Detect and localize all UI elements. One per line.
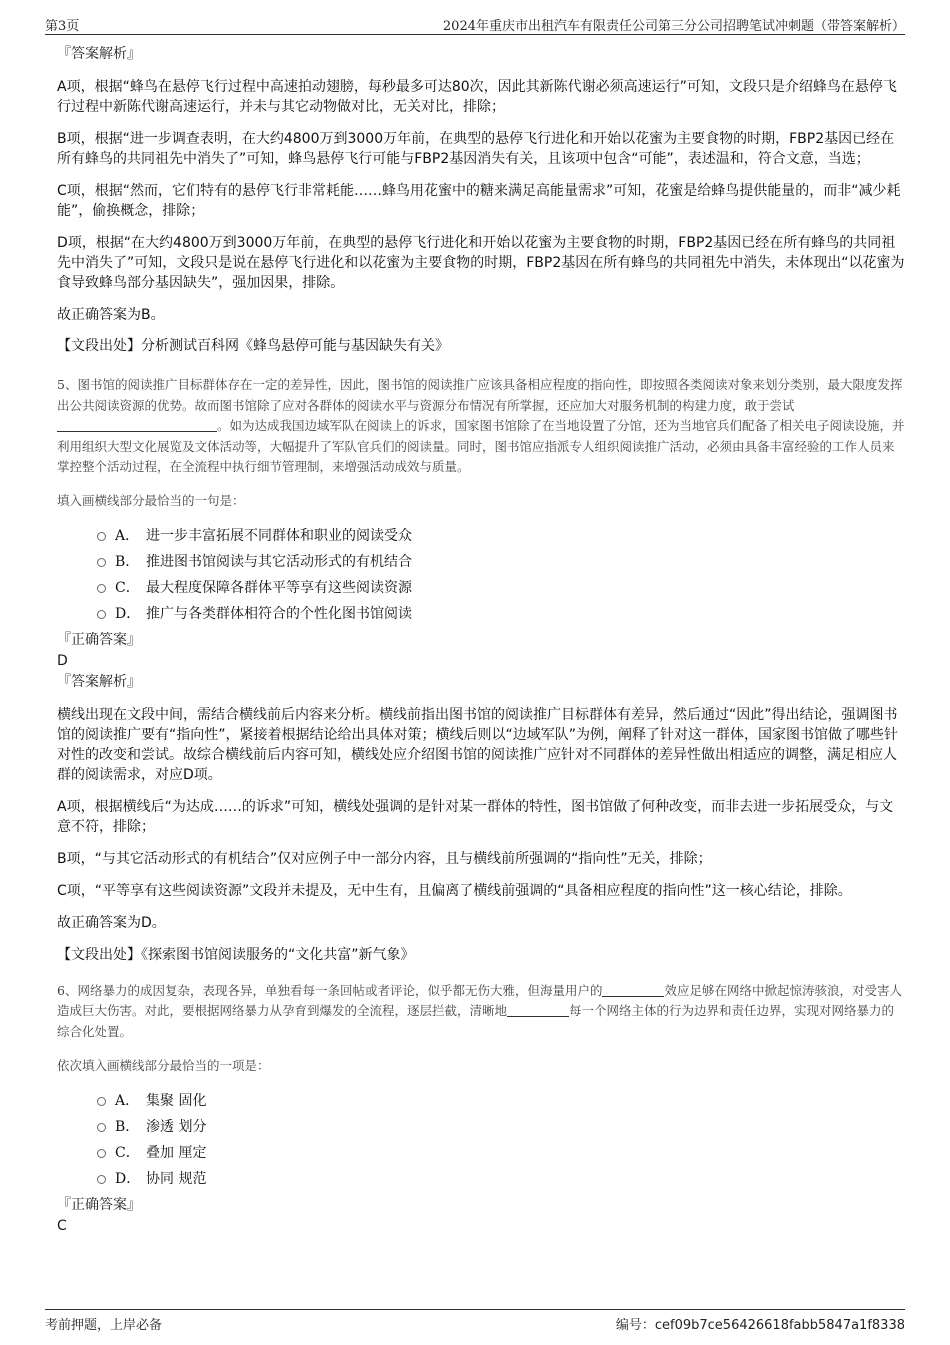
q5-option-b[interactable] [57, 550, 905, 576]
radio-button[interactable] [97, 1175, 106, 1184]
q5-source: 【文段出处】《探索图书馆阅读服务的“文化共富”新气象》 [57, 946, 415, 963]
option-letter: B． [115, 553, 140, 570]
q4-analysis-paragraph: C项，根据“然而，它们特有的悬停飞行非常耗能……蜂鸟用花蜜中的糖来满足高能量需求”可知，花蜜是给蜂鸟提供能量的，而非“减少耗能”，偷换概念，排除； [57, 183, 901, 219]
q5-options [57, 524, 905, 628]
option-text: 最大程度保障各群体平等享有这些阅读资源 [146, 579, 412, 596]
q5-analysis-paragraph: B项，“与其它活动形式的有机结合”仅对应例子中一部分内容，且与横线前所强调的“指向性”无关，排除； [57, 850, 712, 867]
q6-stem [57, 981, 905, 1043]
code-value: cef09b7ce56426618fabb5847a1f8338 [654, 1318, 905, 1333]
q4-analysis-paragraph: D项，根据“在大约4800万到3000万年前，在典型的悬停飞行进化和开始以花蜜为主要食物的时期，FBP2基因已经在所有蜂鸟的共同祖先中消失了”可知，文段只是说在悬停飞行进化和以花蜜为主要食物的时期，FBP2基因在所有蜂鸟的共同祖先中消失，未体现出“以花蜜为食导致蜂鸟部分基因缺失”，强加因果，排除。 [57, 235, 905, 291]
radio-button[interactable] [97, 558, 106, 567]
q6-blank-1 [602, 983, 664, 997]
option-letter: D． [115, 605, 141, 622]
document-code [616, 1314, 905, 1333]
radio-button[interactable] [97, 532, 106, 541]
q6-stem-part2: 效应足够在网络中掀起惊涛骇浪，对受害人造成巨大伤害。对此，要根据网络暴力从孕育到爆发的全流程，逐层拦截，清晰地 [57, 982, 902, 1018]
q4-analysis-label: 『答案解析』 [57, 46, 141, 62]
q5-option-d[interactable] [57, 602, 905, 628]
q5-option-a[interactable] [57, 524, 905, 550]
q6-option-d[interactable] [57, 1167, 905, 1193]
page-footer [45, 1309, 905, 1332]
option-letter: A． [115, 527, 140, 544]
code-label: 编号： [615, 1318, 655, 1333]
footer-slogan: 考前押题，上岸必备 [45, 1318, 163, 1333]
q6-option-a[interactable] [57, 1089, 905, 1115]
q4-analysis-paragraph: A项，根据“蜂鸟在悬停飞行过程中高速拍动翅膀，每秒最多可达80次，因此其新陈代谢必须高速运行”可知，文段只是介绍蜂鸟在悬停飞行过程中新陈代谢高速运行，并未与其它动物做对比，无关对比，排除； [57, 79, 897, 115]
q6-answer: C [57, 1218, 67, 1234]
q5-blank [57, 418, 217, 432]
q5-answer: D [57, 652, 68, 669]
page-header [45, 12, 905, 35]
option-letter: A． [115, 1093, 140, 1109]
option-letter: B． [115, 1119, 140, 1135]
radio-button[interactable] [97, 1097, 106, 1106]
option-letter: C． [115, 579, 140, 596]
page-number: 第3页 [45, 19, 80, 34]
q4-conclusion: 故正确答案为B。 [57, 307, 165, 323]
q5-stem [57, 375, 905, 478]
q5-stem-after: 。如为达成我国边域军队在阅读上的诉求，国家图书馆除了在当地设置了分馆，还为当地官兵们配备了相关电子阅读设施，并利用组织大型文化展览及文体活动等，大幅提升了军队官兵们的阅读量。同时，图书馆应指派专人组织阅读推广活动，必须由具备丰富经验的工作人员来掌控整个活动过程，在全流程中执行细节管理制，来增强活动成效与质量。 [57, 418, 905, 474]
q5-conclusion: 故正确答案为D。 [57, 914, 166, 931]
q5-analysis-label: 『答案解析』 [57, 673, 141, 690]
q5-stem-before: 5、图书馆的阅读推广目标群体存在一定的差异性，因此，图书馆的阅读推广应该具备相应程度的指向性，即按照各类阅读对象来划分类别，最大限度发挥出公共阅读资源的优势。故而图书馆除了应对各群体的阅读水平与资源分布情况有所掌握，还应加大对服务机制的构建力度，敢于尝试 [57, 377, 903, 413]
q5-answer-label: 『正确答案』 [57, 631, 141, 648]
q6-prompt: 依次填入画横线部分最恰当的一项是： [57, 1058, 270, 1073]
q6-stem-part1: 6、网络暴力的成因复杂，表现各异，单独看每一条回帖或者评论，似乎都无伤大雅，但海量用户的 [57, 982, 603, 998]
q5-prompt: 填入画横线部分最恰当的一句是： [57, 492, 245, 508]
option-text: 渗透 划分 [146, 1119, 207, 1135]
q5-option-c[interactable] [57, 576, 905, 602]
option-text: 集聚 固化 [146, 1093, 207, 1109]
radio-button[interactable] [97, 610, 106, 619]
radio-button[interactable] [97, 1123, 106, 1132]
q6-option-c[interactable] [57, 1141, 905, 1167]
q6-options [57, 1089, 905, 1193]
q5-analysis-paragraph: 横线出现在文段中间，需结合横线前后内容来分析。横线前指出图书馆的阅读推广目标群体有差异，然后通过“因此”得出结论，强调图书馆的阅读推广要有“指向性”，紧接着根据结论给出具体对策；横线后则以“边域军队”为例，阐释了针对这一群体，国家图书馆做了哪些针对性的改变和尝试。故综合横线前后内容可知，横线处应介绍图书馆的阅读推广应针对不同群体的差异性做出相适应的调整，满足相应人群的阅读需求，对应D项。 [57, 706, 899, 783]
q4-source: 【文段出处】分析测试百科网《蜂鸟悬停可能与基因缺失有关》 [57, 338, 449, 354]
radio-button[interactable] [97, 584, 106, 593]
q4-analysis-paragraph: B项，根据“进一步调查表明，在大约4800万到3000万年前，在典型的悬停飞行进化和开始以花蜜为主要食物的时期，FBP2基因已经在所有蜂鸟的共同祖先中消失了”可知，蜂鸟悬停飞行可能与FBP2基因消失有关，且该项中包含“可能”，表述温和，符合文意，当选； [57, 131, 895, 167]
option-text: 推广与各类群体相符合的个性化图书馆阅读 [146, 605, 412, 622]
q6-stem-part3: 每一个网络主体的行为边界和责任边界，实现对网络暴力的综合化处置。 [57, 1003, 895, 1039]
option-text: 叠加 厘定 [146, 1145, 207, 1161]
q5-analysis-paragraph: A项，根据横线后“为达成……的诉求”可知，横线处强调的是针对某一群体的特性，图书馆做了何种改变，而非去进一步拓展受众，与文意不符，排除； [57, 798, 894, 835]
option-letter: D． [115, 1171, 141, 1187]
q6-answer-label: 『正确答案』 [57, 1197, 141, 1213]
q6-option-b[interactable] [57, 1115, 905, 1141]
q6-blank-2 [507, 1003, 569, 1017]
option-text: 进一步丰富拓展不同群体和职业的阅读受众 [146, 527, 412, 544]
q5-analysis-paragraph: C项，“平等享有这些阅读资源”文段并未提及，无中生有，且偏离了横线前强调的“具备相应程度的指向性”这一核心结论，排除。 [57, 882, 852, 899]
radio-button[interactable] [97, 1149, 106, 1158]
document-body [57, 44, 905, 1237]
option-text: 协同 规范 [146, 1171, 207, 1187]
option-text: 推进图书馆阅读与其它活动形式的有机结合 [146, 553, 412, 570]
document-title: 2024年重庆市出租汽车有限责任公司第三分公司招聘笔试冲刺题（带答案解析） [442, 19, 905, 34]
option-letter: C． [115, 1145, 140, 1161]
